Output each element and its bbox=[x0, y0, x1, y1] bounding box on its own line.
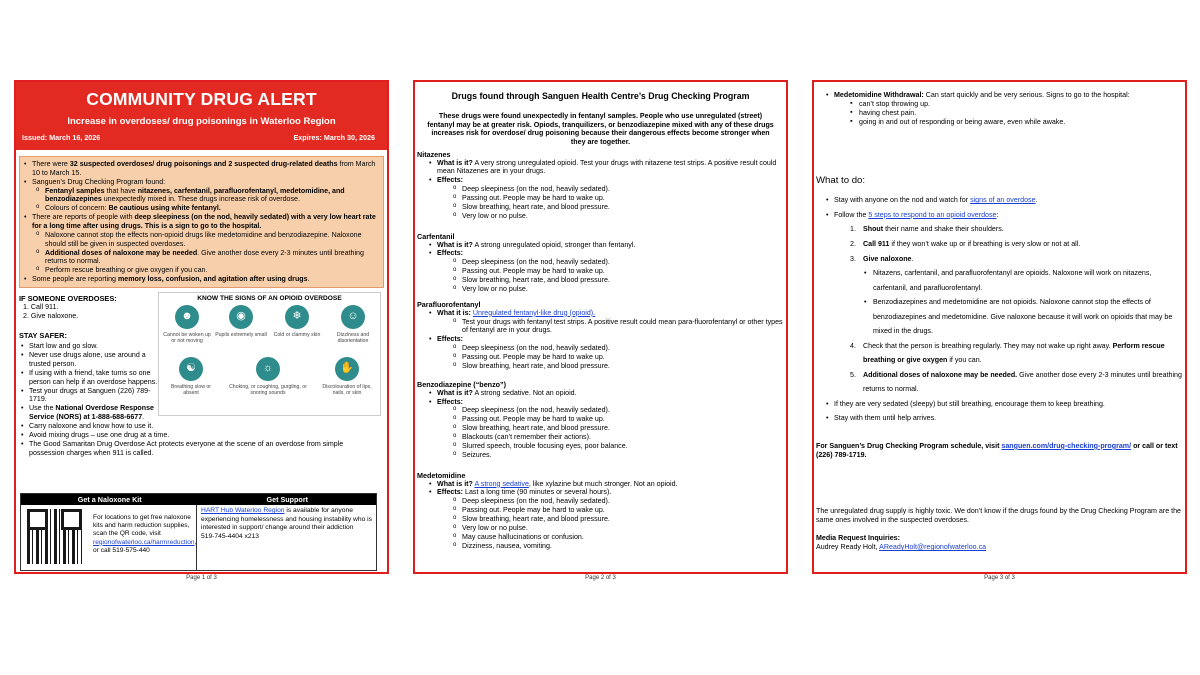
list-item: • Effects: bbox=[427, 176, 786, 185]
page-2 bbox=[413, 80, 788, 574]
dizzy-head-icon: ☺ bbox=[341, 305, 365, 329]
list-item: o Deep sleepiness (on the nod, heavily sedated). bbox=[453, 258, 786, 267]
list-item: • Effects: bbox=[427, 249, 786, 258]
list-item: o Very low or no pulse. bbox=[453, 285, 786, 294]
sign-dizziness: ☺ Dizziness and disorientation bbox=[327, 305, 379, 344]
list-item: • Effects: Last a long time (90 minutes or several hours). bbox=[427, 488, 786, 497]
hart-hub-link[interactable]: HART Hub Waterloo Region bbox=[201, 507, 285, 514]
toxic-supply-note: The unregulated drug supply is highly toxic. We don’t know if the drugs found by the Drug Checking Program are the same ones involved in the suspected overdoses. bbox=[816, 507, 1182, 525]
step-call-911: 1. Call 911. bbox=[23, 303, 59, 312]
get-support-heading: Get Support bbox=[266, 495, 309, 504]
section-medetomidine bbox=[415, 471, 786, 551]
list-item: o Seizures. bbox=[453, 451, 786, 460]
five-steps-list bbox=[850, 222, 1185, 396]
list-item: • Test your drugs at Sanguen (226) 789-1719. bbox=[19, 387, 159, 405]
eye-icon: ◉ bbox=[229, 305, 253, 329]
list-item: • Never use drugs alone, use around a trusted person. bbox=[19, 351, 159, 369]
step-5: 5. Additional doses of naloxone may be needed. Give another dose every 2-3 minutes until breathing returns to normal. bbox=[850, 370, 1182, 394]
list-item: o Dizziness, nausea, vomiting. bbox=[453, 542, 786, 551]
sign-cold-skin: ❄ Cold or clammy skin bbox=[271, 305, 323, 338]
list-item: o Deep sleepiness (on the nod, heavily sedated). bbox=[453, 497, 786, 506]
section-nitazenes bbox=[415, 150, 786, 221]
list-item: • Carry naloxone and know how to use it. bbox=[19, 422, 374, 431]
list-item: o Naloxone cannot stop the effects non-opioid drugs like medetomidine and benzodiazepine. Naloxone should still be given in suspected overdoses. bbox=[36, 231, 379, 249]
step-4: 4. Check that the person is breathing regularly. They may not wake up right away. Perform rescue breathing or give oxygen if you can. bbox=[850, 341, 1165, 365]
naloxone-kit-heading: Get a Naloxone Kit bbox=[77, 495, 142, 504]
list-item: o Additional doses of naloxone may be needed. Give another dose every 2-3 minutes until breathing returns to normal. bbox=[36, 249, 379, 267]
list-item: o Slow breathing, heart rate, and blood pressure. bbox=[453, 424, 786, 433]
list-item: • Stay with anyone on the nod and watch for signs of an overdose. bbox=[824, 193, 1185, 208]
page-number-3: Page 3 of 3 bbox=[984, 575, 1015, 581]
alert-subtitle: Increase in overdoses/ drug poisonings in Waterloo Region bbox=[67, 116, 336, 127]
list-item: o Colours of concern: Be cautious using white fentanyl. bbox=[36, 204, 379, 213]
sign-slow-breathing: ☯ Breathing slow or absent bbox=[165, 357, 217, 396]
section-parafluorofentanyl bbox=[415, 300, 786, 371]
list-item: • What is it? A strong sedative, like xylazine but much stronger. Not an opioid. bbox=[427, 480, 786, 489]
list-item: • What is it? A strong unregulated opioid, stronger than fentanyl. bbox=[427, 241, 786, 250]
section-heading: Carfentanil bbox=[417, 231, 455, 241]
list-item: • Effects: bbox=[427, 335, 786, 344]
step-3-note-2: • Benzodiazepines and medetomidine are not opioids. Naloxone cannot stop the effects of benzodiazepines and medetomidine. Give naloxone because it will work on opioids that may be mixed in the drugs. bbox=[862, 295, 1185, 339]
section-heading: Medetomidine bbox=[417, 470, 466, 480]
list-item: o Slurred speech, trouble focusing eyes, poor balance. bbox=[453, 442, 786, 451]
list-item: o Passing out. People may be hard to wake up. bbox=[453, 353, 786, 362]
section-heading: Benzodiazepine (“benzo”) bbox=[417, 379, 507, 389]
page-title: Drugs found through Sanguen Health Centre’s Drug Checking Program bbox=[451, 91, 750, 101]
naloxone-kit-text: For locations to get free naloxone kits and harm reduction supplies, scan the QR code, visit regionofwaterloo.ca/harmreduction, or call 519-575-440 bbox=[93, 514, 197, 554]
step-2: 2. Call 911 if they won’t wake up or if breathing is very slow or not at all. bbox=[850, 240, 1081, 249]
list-item: • Effects: bbox=[427, 398, 786, 407]
signs-of-overdose-link[interactable]: signs of an overdose bbox=[970, 196, 1036, 205]
list-item: • Start low and go slow. bbox=[19, 342, 159, 351]
intro-text: These drugs were found unexpectedly in fentanyl samples. People who use unregulated (street) fentanyl may be at greater risk. Opiods, tranquilizers, or benzodiazepine mixed with any of these drugs increases risk for overdose/ drug poisoning because their dangerous effects become stronger when they are together. bbox=[427, 111, 774, 146]
step-1: 1. Shout their name and shake their shoulders. bbox=[850, 225, 1004, 234]
section-heading: Nitazenes bbox=[417, 149, 451, 159]
page-number-2: Page 2 of 3 bbox=[585, 575, 616, 581]
list-item: o Passing out. People may be hard to wake up. bbox=[453, 267, 786, 276]
list-item: • Some people are reporting memory loss, confusion, and agitation after using drugs. bbox=[22, 275, 379, 284]
list-item: • Avoid mixing drugs – use one drug at a time. bbox=[19, 431, 374, 440]
list-item: • What it is: Unregulated fentanyl-like drug (opioid). bbox=[427, 309, 786, 318]
section-benzodiazepine bbox=[415, 380, 786, 460]
list-item: o Deep sleepiness (on the nod, heavily sedated). bbox=[453, 185, 786, 194]
list-item: o Slow breathing, heart rate, and blood pressure. bbox=[453, 515, 786, 524]
list-item: • What is it? A very strong unregulated opioid. Test your drugs with nitazene test strips. A positive result could mean Nitazenes are in your drugs. bbox=[427, 159, 786, 177]
list-item: o Test your drugs with fentanyl test strips. A positive result could mean para-fluorofentanyl or other types of fentanyl are in your drugs. bbox=[453, 318, 786, 336]
page-number-1: Page 1 of 3 bbox=[186, 575, 217, 581]
section-heading: Parafluorofentanyl bbox=[417, 299, 481, 309]
list-item: ▪ having chest pain. bbox=[850, 109, 1185, 118]
list-item: o Deep sleepiness (on the nod, heavily sedated). bbox=[453, 406, 786, 415]
snowflake-icon: ❄ bbox=[285, 305, 309, 329]
page-1 bbox=[14, 80, 389, 574]
expires-date: Expires: March 30, 2026 bbox=[293, 133, 375, 142]
alert-header bbox=[16, 82, 387, 150]
alert-title: COMMUNITY DRUG ALERT bbox=[86, 89, 317, 109]
person-lying-icon: ☻ bbox=[175, 305, 199, 329]
sign-small-pupils: ◉ Pupils extremely small bbox=[215, 305, 267, 338]
overdose-signs-graphic bbox=[158, 292, 381, 416]
list-item: • There are reports of people with deep sleepiness (on the nod, heavily sedated) with a very low heart rate for a long time after using drugs. This is a sign to go to the hospital. bbox=[22, 213, 379, 231]
key-findings-box bbox=[19, 156, 384, 288]
sign-choking: ☼ Choking, or coughing, gurgling, or snoring sounds bbox=[229, 357, 307, 396]
list-item: • If they are very sedated (sleepy) but still breathing, encourage them to keep breathing. bbox=[824, 397, 1185, 412]
list-item: o Very low or no pulse. bbox=[453, 212, 786, 221]
page-3 bbox=[812, 80, 1187, 574]
list-item: o Passing out. People may be hard to wake up. bbox=[453, 194, 786, 203]
list-item: • There were 32 suspected overdoses/ drug poisonings and 2 suspected drug-related deaths from March 10 to March 15. bbox=[22, 160, 379, 178]
media-contact: Audrey Ready Holt, AReadyHolt@regionofwaterloo.ca bbox=[816, 543, 987, 552]
list-item: o Slow breathing, heart rate, and blood pressure. bbox=[453, 203, 786, 212]
hand-icon: ✋ bbox=[335, 357, 359, 381]
list-item: o Perform rescue breathing or give oxygen if you can. bbox=[36, 266, 379, 275]
list-item: o Fentanyl samples that have nitazenes, carfentanil, parafluorofentanyl, medetomidine, and benzodiazepines unexpectedly mixed in. These drugs increase risk of overdose. bbox=[36, 187, 379, 205]
stay-safer-heading: STAY SAFER: bbox=[19, 331, 67, 340]
drug-checking-link[interactable]: sanguen.com/drug-checking-program/ bbox=[1001, 441, 1132, 450]
list-item: • Use the National Overdose Response Service (NORS) at 1-888-688-6677. bbox=[19, 404, 159, 422]
step-give-naloxone: 2. Give naloxone. bbox=[23, 312, 79, 321]
list-item: • What is it? A strong sedative. Not an opioid. bbox=[427, 389, 786, 398]
list-item: o Slow breathing, heart rate, and blood pressure. bbox=[453, 362, 786, 371]
list-item: • Follow the 5 steps to respond to an opioid overdose: bbox=[824, 208, 1185, 223]
media-email-link[interactable]: AReadyHolt@regionofwaterloo.ca bbox=[879, 543, 987, 552]
list-item: • If using with a friend, take turns so one person can help if an overdose happens. bbox=[19, 369, 159, 387]
step-3: 3. Give naloxone. bbox=[850, 254, 914, 263]
media-heading: Media Request Inquiries: bbox=[816, 534, 900, 543]
get-support-text: HART Hub Waterloo Region is available for anyone experiencing homelessness and housing instability who is interested in support/ change around their addiction 519-745-4404 x213 bbox=[201, 507, 373, 540]
list-item: o Passing out. People may be hard to wake up. bbox=[453, 506, 786, 515]
fentanyl-like-link[interactable]: Unregulated fentanyl-like drug (opioid). bbox=[472, 308, 596, 317]
if-overdose-section bbox=[19, 294, 159, 321]
list-item: ▪ going in and out of responding or being aware, even while awake. bbox=[850, 118, 1185, 127]
sign-unresponsive: ☻ Cannot be woken up or not moving bbox=[161, 305, 213, 344]
section-carfentanil bbox=[415, 232, 786, 294]
five-steps-link[interactable]: 5 steps to respond to an opioid overdose bbox=[868, 210, 997, 219]
sign-discolouration: ✋ Discolouration of lips, nails, or skin bbox=[319, 357, 375, 396]
list-item: o Blackouts (can’t remember their actions). bbox=[453, 433, 786, 442]
schedule-text: For Sanguen’s Drug Checking Program schedule, visit sanguen.com/drug-checking-program/ or call or text (226) 789-1719. bbox=[816, 441, 1178, 460]
naloxone-support-table bbox=[20, 493, 377, 571]
signs-title: KNOW THE SIGNS OF AN OPIOID OVERDOSE bbox=[197, 295, 342, 302]
list-item: o Deep sleepiness (on the nod, heavily sedated). bbox=[453, 344, 786, 353]
list-item: o Passing out. People may be hard to wake up. bbox=[453, 415, 786, 424]
if-overdose-heading: IF SOMEONE OVERDOSES: bbox=[19, 294, 117, 303]
lungs-icon: ☯ bbox=[179, 357, 203, 381]
list-item: • Stay with them until help arrives. bbox=[824, 411, 1185, 426]
list-item: • Sanguen’s Drug Checking Program found: bbox=[22, 178, 379, 187]
list-item: • Medetomidine Withdrawal: Can start quickly and be very serious. Signs to go to the hospital: bbox=[824, 91, 1185, 100]
issued-date: Issued: March 16, 2026 bbox=[22, 133, 101, 142]
strong-sedative-link[interactable]: A strong sedative bbox=[474, 479, 529, 488]
lower-section bbox=[16, 288, 387, 468]
harm-reduction-link[interactable]: regionofwaterloo.ca/harmreduction bbox=[93, 538, 195, 546]
support-phone: 519-745-4404 x213 bbox=[201, 532, 260, 540]
list-item: o Slow breathing, heart rate, and blood pressure. bbox=[453, 276, 786, 285]
list-item: • The Good Samaritan Drug Overdose Act protects everyone at the scene of an overdose from simple possession charges when 911 is called. bbox=[19, 440, 374, 458]
step-3-note-1: • Nitazens, carfentanil, and parafluorofentanyl are opioids. Naloxone will work on nitazens, carfentanil, and parafluorofentanyl. bbox=[862, 266, 1185, 295]
list-item: ▪ can’t stop throwing up. bbox=[850, 100, 1185, 109]
qr-code[interactable] bbox=[27, 509, 82, 564]
what-to-do-heading: What to do: bbox=[816, 175, 866, 187]
list-item: o May cause hallucinations or confusion. bbox=[453, 533, 786, 542]
list-item: o Very low or no pulse. bbox=[453, 524, 786, 533]
choking-icon: ☼ bbox=[256, 357, 280, 381]
